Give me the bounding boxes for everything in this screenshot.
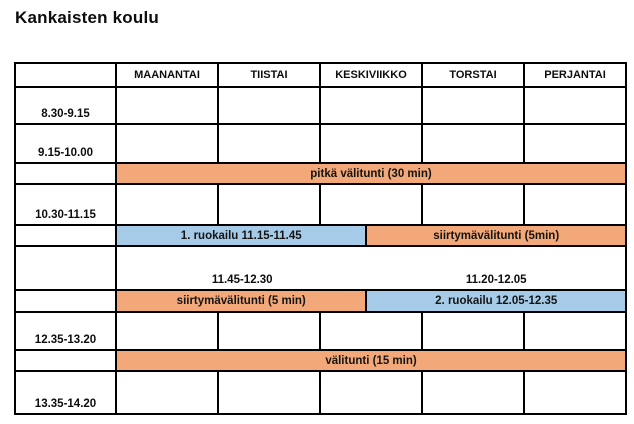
band-lunch-2: 2. ruokailu 12.05-12.35	[367, 291, 625, 311]
day-header-thursday: TORSTAI	[423, 64, 525, 86]
schedule-cell	[219, 88, 321, 123]
lesson-time-right: 11.20-12.05	[465, 274, 527, 286]
schedule-cell	[423, 88, 525, 123]
row-band-lunch-2	[16, 291, 625, 313]
schedule-cell	[525, 88, 625, 123]
empty-time-cell	[16, 164, 117, 183]
schedule-cell	[219, 313, 321, 349]
day-header-wednesday: KESKIVIIKKO	[321, 64, 423, 86]
schedule-cell	[219, 372, 321, 413]
row-slot-3	[16, 185, 625, 226]
schedule-cell	[423, 313, 525, 349]
empty-time-cell	[16, 351, 117, 370]
schedule-cell	[321, 88, 423, 123]
schedule-cell	[117, 88, 219, 123]
schedule-cell	[525, 313, 625, 349]
empty-time-cell	[16, 291, 117, 311]
row-lesson-times	[16, 247, 625, 291]
schedule-cell	[117, 313, 219, 349]
band-transfer-1: siirtymävälitunti (5min)	[367, 226, 625, 245]
schedule-cell	[321, 185, 423, 224]
band-break-15: välitunti (15 min)	[117, 351, 625, 370]
band-area	[117, 226, 625, 245]
schedule-cell	[321, 372, 423, 413]
schedule-cell	[423, 125, 525, 162]
schedule-cell	[525, 125, 625, 162]
schedule-cell	[423, 372, 525, 413]
row-slot-1	[16, 88, 625, 125]
empty-time-cell	[16, 226, 117, 245]
lesson-times-area	[117, 247, 625, 289]
schedule-cell	[525, 372, 625, 413]
lesson-time-left: 11.45-12.30	[211, 274, 273, 286]
schedule-cell	[321, 313, 423, 349]
day-header-tuesday: TIISTAI	[219, 64, 321, 86]
time-slot-5-label: 13.35-14.20	[16, 372, 117, 413]
time-slot-2-label: 9.15-10.00	[16, 125, 117, 162]
schedule-cell	[219, 185, 321, 224]
row-slot-5	[16, 372, 625, 413]
time-slot-3-label: 10.30-11.15	[16, 185, 117, 224]
band-area	[117, 291, 625, 311]
time-slot-1-label: 8.30-9.15	[16, 88, 117, 123]
schedule-cell	[423, 185, 525, 224]
schedule-cell	[525, 185, 625, 224]
schedule-cell	[117, 372, 219, 413]
header-row	[16, 64, 625, 88]
schedule-table	[14, 62, 627, 415]
schedule-cell	[117, 185, 219, 224]
row-band-long-break	[16, 164, 625, 185]
row-band-lunch-1	[16, 226, 625, 247]
day-header-friday: PERJANTAI	[544, 69, 606, 81]
empty-time-cell	[16, 247, 117, 289]
band-lunch-1: 1. ruokailu 11.15-11.45	[117, 226, 367, 245]
row-slot-4	[16, 313, 625, 351]
corner-cell	[16, 64, 117, 86]
schedule-cell	[321, 125, 423, 162]
schedule-cell	[117, 125, 219, 162]
row-slot-2	[16, 125, 625, 164]
schedule-cell	[219, 125, 321, 162]
time-slot-4-label: 12.35-13.20	[16, 313, 117, 349]
day-header-monday: MAANANTAI	[117, 64, 219, 86]
band-transfer-2: siirtymävälitunti (5 min)	[117, 291, 367, 311]
page-title: Kankaisten koulu	[15, 8, 159, 27]
band-long-break: pitkä välitunti (30 min)	[117, 164, 625, 183]
row-band-break-15	[16, 351, 625, 372]
